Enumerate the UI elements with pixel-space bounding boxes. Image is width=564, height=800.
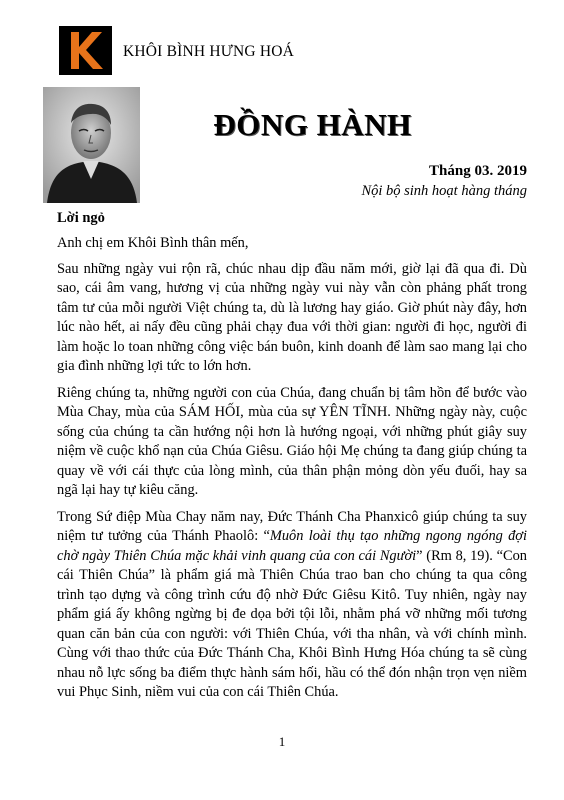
paragraph-3 — [57, 508, 527, 703]
issue-date: Tháng 03. 2019 — [429, 163, 527, 179]
page-number: 1 — [278, 734, 286, 749]
scripture-quote: Muôn loài thụ tạo những ngong ngóng đợi chờ ngày Thiên Chúa mặc khải vinh quang của con cái Người — [57, 528, 527, 564]
newsletter-subtitle: Nội bộ sinh hoạt hàng tháng — [361, 183, 527, 199]
paragraph-2: Riêng chúng ta, những người con của Chúa, đang chuẩn bị tâm hồn để bước vào Mùa Chay, mùa của SÁM HỐI, mùa của sự YÊN TĨNH. Những ngày này, cuộc sống của chúng ta cần hướng nội hơn là hướng ngoại, với những phút giây suy niệm về cuộc khổ nạn của Chúa Giêsu. Giáo hội Mẹ chúng ta đang giúp chúng ta quay về với cái thực của lòng mình, của thân phận mỏng dòn yếu đuối, hay sa ngã lại hay tự kiêu căng. — [57, 384, 527, 498]
paragraph-3-start: Trong Sứ điệp Mùa Chay năm nay, Đức Thánh Cha Phanxicô giúp chúng ta suy niệm tư tưởng của Thánh Phaolô: “ — [57, 508, 527, 544]
article-body — [57, 234, 527, 710]
organization-name: KHÔI BÌNH HƯNG HOÁ — [123, 43, 295, 60]
kb-logo-icon — [59, 26, 112, 75]
founder-portrait — [43, 87, 140, 203]
newsletter-title: ĐỒNG HÀNH — [213, 107, 412, 142]
section-heading: Lời ngỏ — [57, 210, 105, 226]
paragraph-3-end: ” (Rm 8, 19). “Con cái Thiên Chúa” là phẩm giá mà Thiên Chúa trao ban cho chúng ta qua công trình tạo dựng và công trình cứu độ nhờ Đức Giêsu Kitô. Tuy nhiên, ngày nay phẩm giá ấy không ngừng bị đe dọa bởi tội lỗi, nhằm phá vỡ những mối tương quan căn bản của con người: với Thiên Chúa, với tha nhân, và với chính mình. Cùng với thao thức của Đức Thánh Cha, Khôi Bình Hưng Hóa chúng ta sẽ cùng nhau nỗ lực sống ba điểm thực hành sám hối, hầu có thể đón nhận trọn vẹn niềm vui Phục Sinh, niềm vui của con cái Thiên Chúa. — [57, 547, 527, 700]
salutation: Anh chị em Khôi Bình thân mến, — [57, 235, 249, 251]
paragraph-1: Sau những ngày vui rộn rã, chúc nhau dịp đầu năm mới, giờ lại đã qua đi. Dù sao, cái âm vang, hương vị của những ngày vui này vẫn còn phảng phất trong tâm tư của mỗi người Việt chúng ta, dù là lương hay giáo. Giờ phút này đây, hơn lúc nào hết, ai nấy đều cũng phải chạy đua với thời gian: người đi học, người đi làm hoặc lo toan những công việc bán buôn, kinh doanh để làm sao mang lại cho gia đình những lợi tức to lớn hơn. — [57, 260, 527, 374]
